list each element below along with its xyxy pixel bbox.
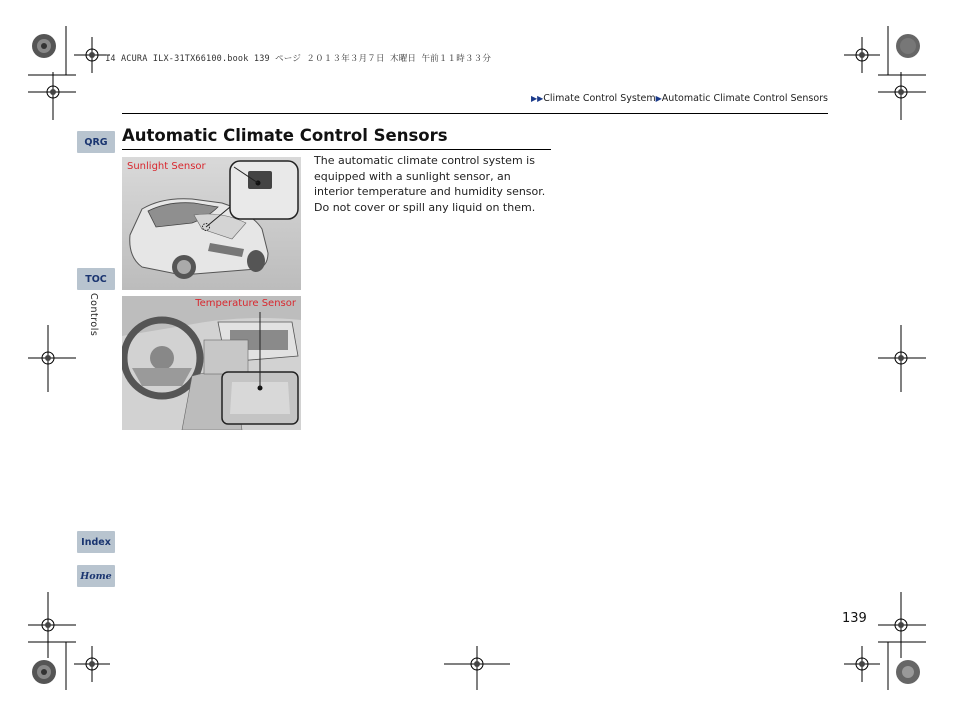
- temperature-sensor-figure: [122, 296, 301, 430]
- index-button[interactable]: Index: [77, 531, 115, 553]
- breadcrumb-page: Automatic Climate Control Sensors: [661, 93, 828, 104]
- home-button[interactable]: Home: [77, 565, 115, 587]
- print-line: 14 ACURA ILX-31TX66100.book 139 ページ ２０１３年３月７日 木曜日 午前１１時３３分: [105, 54, 492, 64]
- breadcrumb: [531, 93, 828, 104]
- car-illustration: [122, 157, 301, 290]
- section-tab-controls: Controls: [88, 293, 99, 337]
- dashboard-illustration: [122, 296, 301, 430]
- breadcrumb-arrows: ▶▶: [530, 94, 544, 103]
- sunlight-sensor-figure: [122, 157, 301, 290]
- page-title: Automatic Climate Control Sensors: [122, 126, 448, 145]
- sunlight-sensor-callout: Sunlight Sensor: [127, 161, 206, 172]
- qrg-button[interactable]: QRG: [77, 131, 115, 153]
- page-number: 139: [842, 611, 867, 626]
- header-rule: [122, 113, 828, 114]
- temperature-sensor-callout: Temperature Sensor: [195, 298, 296, 309]
- body-text: The automatic climate control system is equipped with a sunlight sensor, an interior temperature and humidity sensor. Do not cover or spill any liquid on them.: [314, 154, 546, 214]
- breadcrumb-separator: ▶: [655, 94, 662, 103]
- toc-button[interactable]: TOC: [77, 268, 115, 290]
- breadcrumb-section[interactable]: Climate Control System: [543, 93, 656, 104]
- title-rule: [122, 149, 551, 150]
